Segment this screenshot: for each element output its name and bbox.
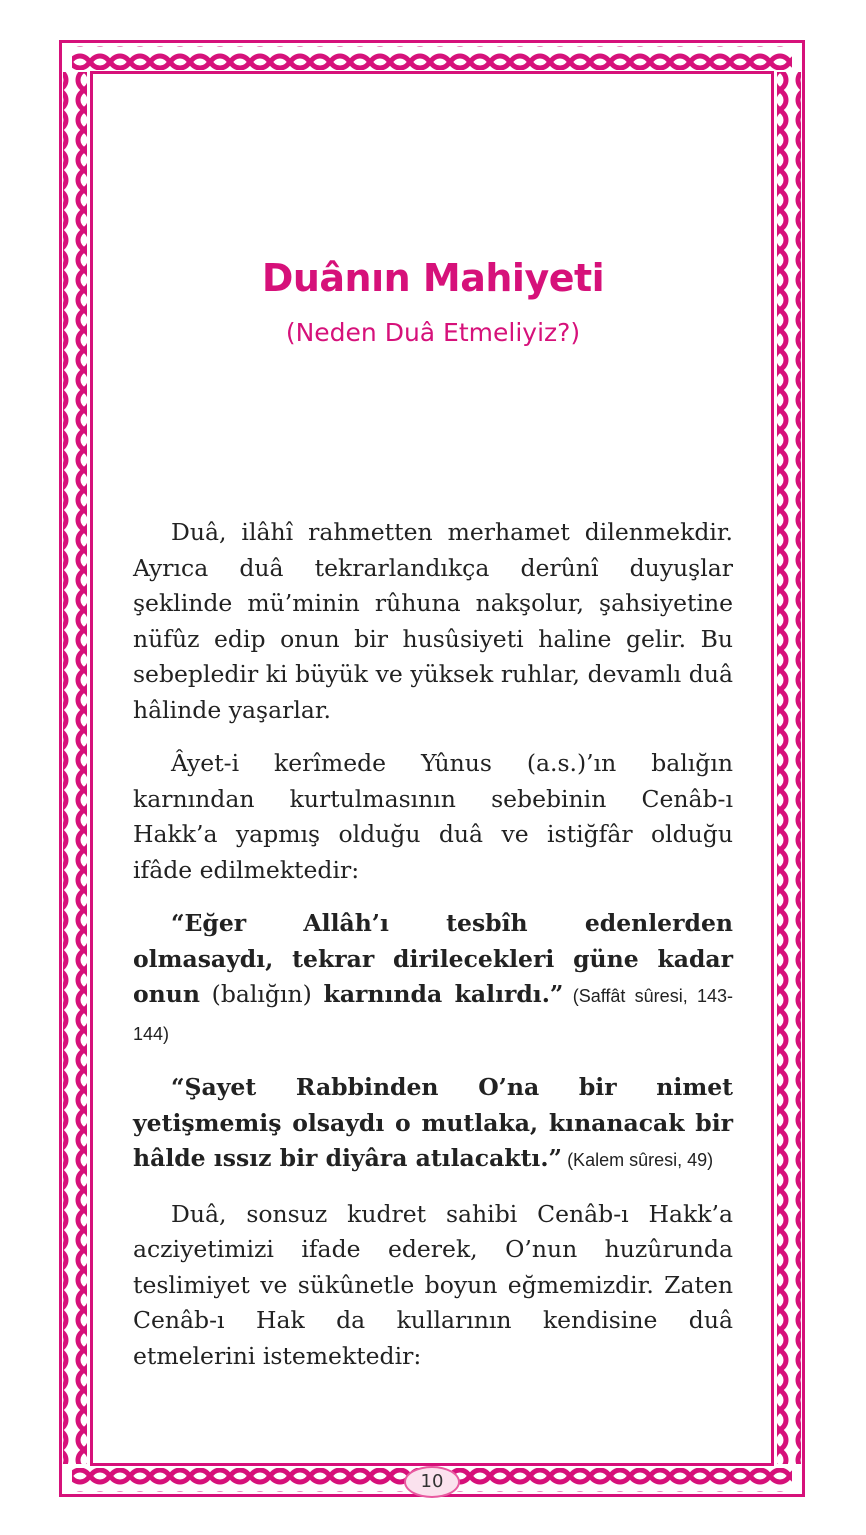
quote-reference: (Saffât sûresi, 143-144)	[133, 986, 733, 1044]
body-text	[133, 515, 733, 1374]
page-number-badge: 10	[404, 1466, 460, 1498]
paragraph-1: Duâ, ilâhî rahmetten merhamet dilenmekdir. Ayrıca duâ tekrarlandıkça derûnî duyuşlar şeklinde mü’minin rûhuna nakşolur, şahsiyetine nüfûz edip onun bir husûsiyeti haline gelir. Bu sebepledir ki büyük ve yüksek ruhlar, devamlı duâ hâlinde yaşarlar.	[133, 518, 733, 724]
quote-kalem	[133, 1070, 733, 1179]
paragraph-3: Duâ, sonsuz kudret sahibi Cenâb-ı Hakk’a acziyetimizi ifade ederek, O’nun huzûrunda teslimiyet ve sükûnetle boyun eğmemizdir. Zaten Cenâb-ı Hak da kullarının kendisine duâ etmelerini istemektedir:	[133, 1199, 733, 1370]
quote-saffat	[133, 906, 733, 1052]
quote-bold-text: karnında kalırdı.”	[323, 980, 564, 1008]
paragraph-2: Âyet-i kerîmede Yûnus (a.s.)’ın balığın karnından kurtulmasının sebebinin Cenâb-ı Hakk’a yapmış olduğu duâ ve istiğfâr olduğu ifâde edilmektedir:	[133, 749, 733, 884]
quote-bold-text: “Şayet Rabbinden O’na bir nimet yetişmemiş olsaydı o mutlaka, kınanacak bir hâlde ıssız bir diyâra atılacaktı.”	[133, 1073, 733, 1172]
page-title: Duânın Mahiyeti	[261, 256, 605, 300]
quote-reference: (Kalem sûresi, 49)	[562, 1150, 714, 1170]
page-subtitle: (Neden Duâ Etmeliyiz?)	[285, 318, 581, 347]
quote-bold-text: “Eğer Allâh’ı tesbîh edenlerden olmasaydı, tekrar dirilecekleri güne kadar onun	[133, 909, 733, 1008]
quote-normal-text: (balığın)	[199, 980, 324, 1008]
